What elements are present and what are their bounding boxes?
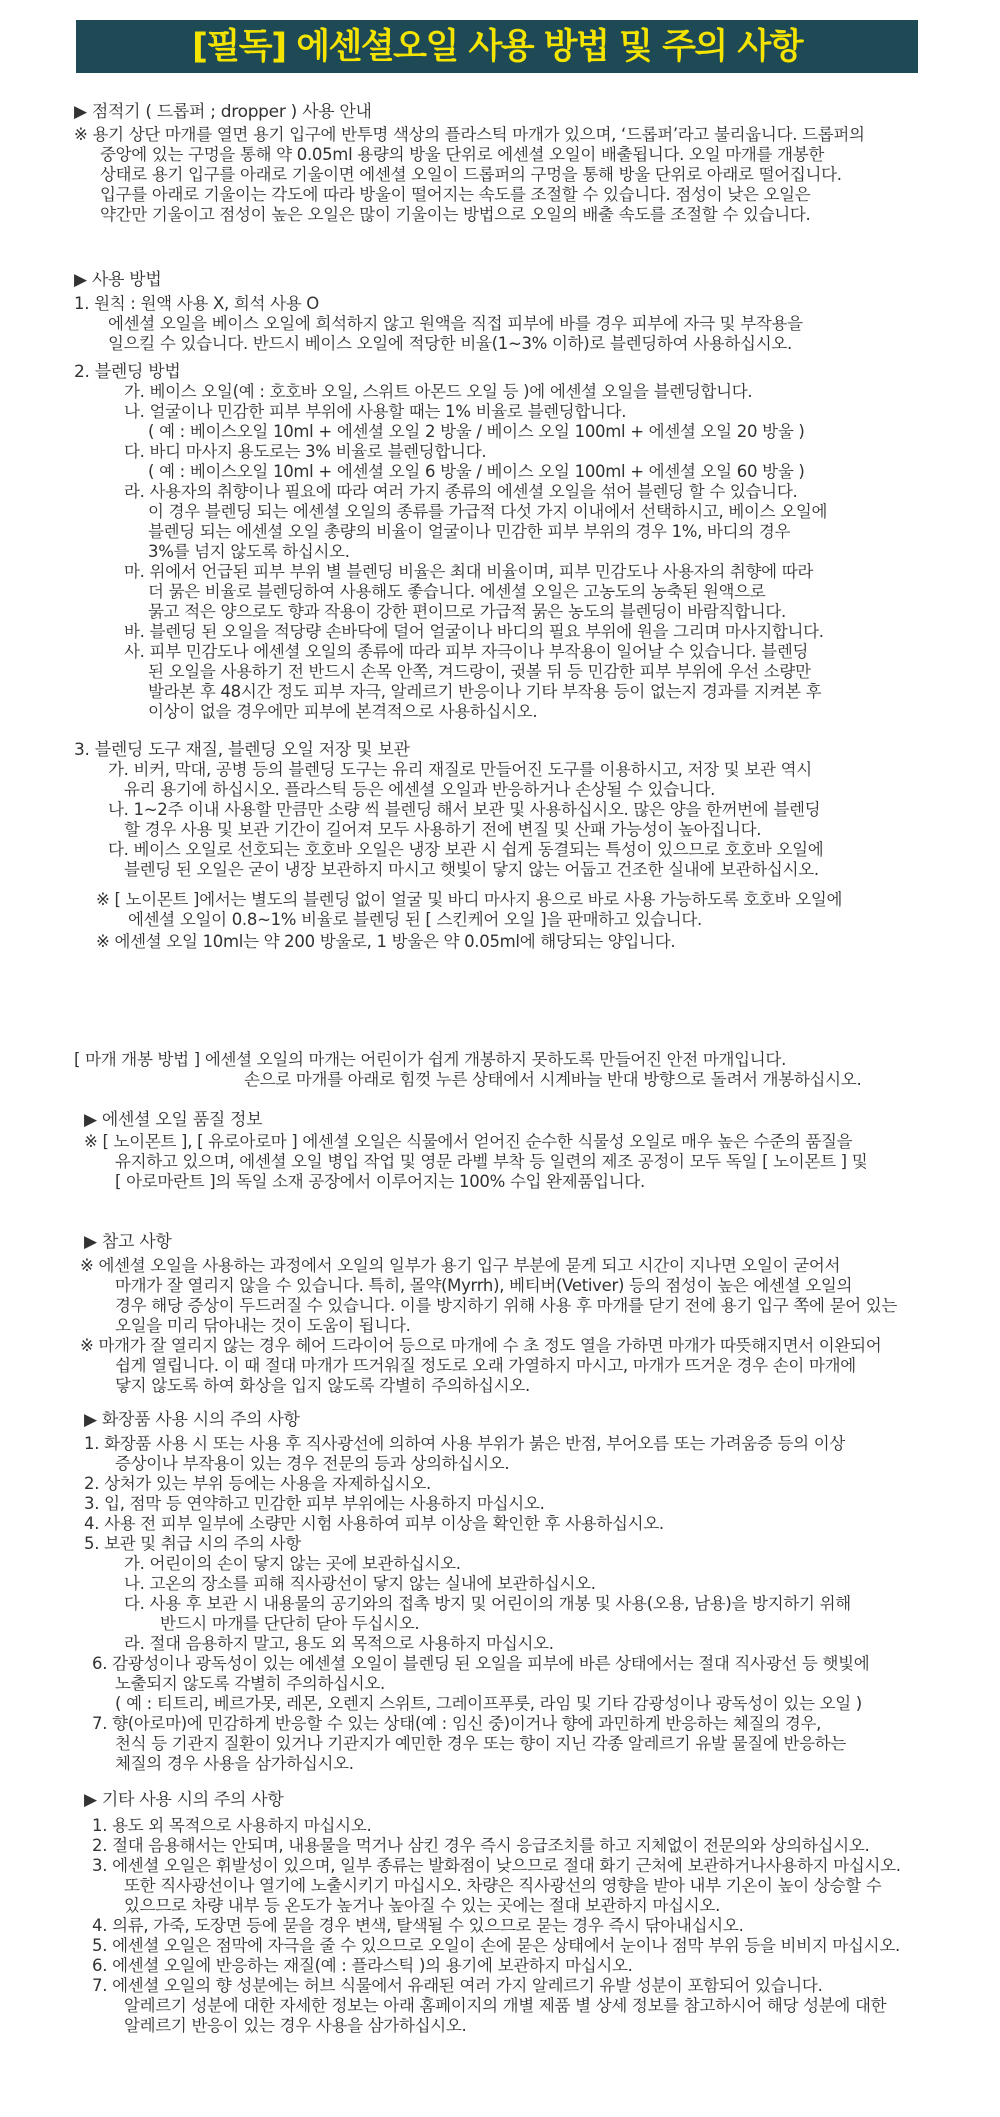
text-line: 1. 원칙 : 원액 사용 X, 희석 사용 O <box>74 294 319 313</box>
text-line: 일으킬 수 있습니다. 반드시 베이스 오일에 적당한 비율(1~3% 이하)로 블렌딩하여 사용하십시오. <box>108 334 792 353</box>
text-line: 6. 감광성이나 광독성이 있는 에센셜 오일이 블렌딩 된 오일을 피부에 바른 상태에서는 절대 직사광선 등 햇빛에 <box>92 1654 870 1673</box>
text-line: 블렌딩 되는 에센셜 오일 총량의 비율이 얼굴이나 민감한 피부 부위의 경우 1%, 바디의 경우 <box>148 522 791 541</box>
text-line: 라. 사용자의 취향이나 필요에 따라 여러 가지 종류의 에센셜 오일을 섞어 블렌딩 할 수 있습니다. <box>124 482 798 501</box>
text-line: [ 마개 개봉 방법 ] 에센셜 오일의 마개는 어린이가 쉽게 개봉하지 못하도록 만들어진 안전 마개입니다. <box>74 1050 787 1069</box>
text-line: 3. 입, 점막 등 연약하고 민감한 피부 부위에는 사용하지 마십시오. <box>84 1494 545 1513</box>
text-line: 증상이나 부작용이 있는 경우 전문의 등과 상의하십시오. <box>115 1454 510 1473</box>
text-line: 더 묽은 비율로 블렌딩하여 사용해도 좋습니다. 에센셜 오일은 고농도의 농축된 원액으로 <box>148 582 766 601</box>
text-line: 쉽게 열립니다. 이 때 절대 마개가 뜨거워질 정도로 오래 가열하지 마시고, 마개가 뜨거운 경우 손이 마개에 <box>115 1356 856 1375</box>
text-line: 다. 바디 마사지 용도로는 3% 비율로 블렌딩합니다. <box>124 442 487 461</box>
text-line: 손으로 마개를 아래로 힘껏 누른 상태에서 시계바늘 반대 방향으로 돌려서 개봉하십시오. <box>244 1070 862 1089</box>
text-line: 7. 향(아로마)에 민감하게 반응할 수 있는 상태(예 : 임신 중)이거나 향에 과민하게 반응하는 체질의 경우, <box>92 1714 822 1733</box>
text-line: ( 예 : 베이스오일 10ml + 에센셜 오일 6 방울 / 베이스 오일 100ml + 에센셜 오일 60 방울 ) <box>148 462 805 481</box>
text-line: 5. 에센셜 오일은 점막에 자극을 줄 수 있으므로 오일이 손에 묻은 상태에서 눈이나 점막 부위 등을 비비지 마십시오. <box>92 1936 900 1955</box>
section-heading: 2. 블렌딩 방법 <box>74 362 181 382</box>
text-line: 바. 블렌딩 된 오일을 적당량 손바닥에 덜어 얼굴이나 바디의 필요 부위에 원을 그리며 마사지합니다. <box>124 622 824 641</box>
text-line: 오일을 미리 닦아내는 것이 도움이 됩니다. <box>115 1316 411 1335</box>
text-line: 마. 위에서 언급된 피부 부위 별 블렌딩 비율은 최대 비율이며, 피부 민감도나 사용자의 취향에 따라 <box>124 562 814 581</box>
text-line: 다. 베이스 오일로 선호되는 호호바 오일은 냉장 보관 시 쉽게 동결되는 특성이 있으므로 호호바 오일에 <box>108 840 824 859</box>
text-line: 가. 베이스 오일(예 : 호호바 오일, 스위트 아몬드 오일 등 )에 에센셜 오일을 블렌딩합니다. <box>124 382 753 401</box>
section-heading: ▶ 화장품 사용 시의 주의 사항 <box>84 1410 300 1430</box>
section-heading: ▶ 참고 사항 <box>84 1232 172 1252</box>
section-heading: ▶ 에센셜 오일 품질 정보 <box>84 1110 263 1130</box>
text-line: 나. 고온의 장소를 피해 직사광선이 닿지 않는 실내에 보관하십시오. <box>124 1574 596 1593</box>
text-line: 닿지 않도록 하여 화상을 입지 않도록 각별히 주의하십시오. <box>115 1376 530 1395</box>
text-line: 경우 해당 증상이 두드러질 수 있습니다. 이를 방지하기 위해 사용 후 마개를 닫기 전에 용기 입구 쪽에 묻어 있는 <box>115 1296 898 1315</box>
text-line: 나. 얼굴이나 민감한 피부 부위에 사용할 때는 1% 비율로 블렌딩합니다. <box>124 402 627 421</box>
text-line: 나. 1~2주 이내 사용할 만큼만 소량 씩 블렌딩 해서 보관 및 사용하십시오. 많은 양을 한꺼번에 블렌딩 <box>108 800 821 819</box>
text-line: 가. 어린이의 손이 닿지 않는 곳에 보관하십시오. <box>124 1554 461 1573</box>
text-line: ※ 용기 상단 마개를 열면 용기 입구에 반투명 색상의 플라스틱 마개가 있으며, ‘드롭퍼’라고 불리웁니다. 드롭퍼의 <box>74 125 865 144</box>
text-line: 유지하고 있으며, 에센셜 오일 병입 작업 및 영문 라벨 부착 등 일련의 제조 공정이 모두 독일 [ 노이몬트 ] 및 <box>115 1152 868 1171</box>
text-line: 1. 용도 외 목적으로 사용하지 마십시오. <box>92 1816 372 1835</box>
text-line: 에센셜 오일이 0.8~1% 비율로 블렌딩 된 [ 스킨케어 오일 ]을 판매하고 있습니다. <box>128 910 702 929</box>
text-line: 중앙에 있는 구멍을 통해 약 0.05ml 용량의 방울 단위로 에센셜 오일이 배출됩니다. 오일 마개를 개봉한 <box>100 145 825 164</box>
section-heading: ▶ 기타 사용 시의 주의 사항 <box>84 1790 284 1810</box>
text-line: 노출되지 않도록 각별히 주의하십시오. <box>115 1674 386 1693</box>
text-line: 6. 에센셜 오일에 반응하는 재질(예 : 플라스틱 )의 용기에 보관하지 마십시오. <box>92 1956 633 1975</box>
text-line: ※ 에센셜 오일을 사용하는 과정에서 오일의 일부가 용기 입구 부분에 묻게 되고 시간이 지나면 오일이 굳어서 <box>80 1256 841 1275</box>
title-banner <box>76 20 918 73</box>
text-line: 상태로 용기 입구를 아래로 기울이면 에센셜 오일이 드롭퍼의 구멍을 통해 방울 단위로 아래로 떨어집니다. <box>100 165 842 184</box>
text-line: 7. 에센셜 오일의 향 성분에는 허브 식물에서 유래된 여러 가지 알레르기 유발 성분이 포함되어 있습니다. <box>92 1976 823 1995</box>
text-line: 할 경우 사용 및 보관 기간이 길어져 모두 사용하기 전에 변질 및 산패 가능성이 높아집니다. <box>124 820 762 839</box>
text-line: [ 아로마란트 ]의 독일 소재 공장에서 이루어지는 100% 수입 완제품입니다. <box>115 1172 645 1191</box>
text-line: 있으므로 차량 내부 등 온도가 높거나 높아질 수 있는 곳에는 절대 보관하지 마십시오. <box>124 1896 721 1915</box>
text-line: 라. 절대 음용하지 말고, 용도 외 목적으로 사용하지 마십시오. <box>124 1634 554 1653</box>
text-line: 묽고 적은 양으로도 향과 작용이 강한 편이므로 가급적 묽은 농도의 블렌딩이 바람직합니다. <box>148 602 786 621</box>
section-heading: 3. 블렌딩 도구 재질, 블렌딩 오일 저장 및 보관 <box>74 740 410 760</box>
text-line: 알레르기 성분에 대한 자세한 정보는 아래 홈페이지의 개별 제품 별 상세 정보를 참고하시어 해당 성분에 대한 <box>124 1996 887 2015</box>
text-line: 4. 의류, 가죽, 도장면 등에 묻을 경우 변색, 탈색될 수 있으므로 묻는 경우 즉시 닦아내십시오. <box>92 1916 744 1935</box>
text-line: 3%를 넘지 않도록 하십시오. <box>148 542 350 561</box>
text-line: ※ [ 노이몬트 ], [ 유로아로마 ] 에센셜 오일은 식물에서 얻어진 순수한 식물성 오일로 매우 높은 수준의 품질을 <box>84 1132 853 1151</box>
text-line: ※ 에센셜 오일 10ml는 약 200 방울로, 1 방울은 약 0.05ml에 해당되는 양입니다. <box>96 932 676 951</box>
text-line: ( 예 : 티트리, 베르가못, 레몬, 오렌지 스위트, 그레이프푸룻, 라임 및 기타 감광성이나 광독성이 있는 오일 ) <box>115 1694 862 1713</box>
text-line: 다. 사용 후 보관 시 내용물의 공기와의 접촉 방지 및 어린이의 개봉 및 사용(오용, 남용)을 방지하기 위해 <box>124 1594 851 1613</box>
text-line: 5. 보관 및 취급 시의 주의 사항 <box>84 1534 301 1553</box>
section-heading: ▶ 사용 방법 <box>74 270 162 290</box>
text-line: ※ [ 노이몬트 ]에서는 별도의 블렌딩 없이 얼굴 및 바디 마사지 용으로 바로 사용 가능하도록 호호바 오일에 <box>96 890 843 909</box>
text-line: 이 경우 블렌딩 되는 에센셜 오일의 종류를 가급적 다섯 가지 이내에서 선택하시고, 베이스 오일에 <box>148 502 828 521</box>
text-line: ( 예 : 베이스오일 10ml + 에센셜 오일 2 방울 / 베이스 오일 100ml + 에센셜 오일 20 방울 ) <box>148 422 805 441</box>
text-line: 4. 사용 전 피부 일부에 소량만 시험 사용하여 피부 이상을 확인한 후 사용하십시오. <box>84 1514 664 1533</box>
text-line: 또한 직사광선이나 열기에 노출시키기 마십시오. 차량은 직사광선의 영향을 받아 내부 기온이 높이 상승할 수 <box>124 1876 882 1895</box>
text-line: 3. 에센셜 오일은 휘발성이 있으며, 일부 종류는 발화점이 낮으므로 절대 화기 근처에 보관하거나사용하지 마십시오. <box>92 1856 901 1875</box>
text-line: 약간만 기울이고 점성이 높은 오일은 많이 기울이는 방법으로 오일의 배출 속도를 조절할 수 있습니다. <box>100 205 811 224</box>
text-line: 사. 피부 민감도나 에센셜 오일의 종류에 따라 피부 자극이나 부작용이 일어날 수 있습니다. 블렌딩 <box>124 642 809 661</box>
text-line: 입구를 아래로 기울이는 각도에 따라 방울이 떨어지는 속도를 조절할 수 있습니다. 점성이 낮은 오일은 <box>100 185 811 204</box>
text-line: 체질의 경우 사용을 삼가하십시오. <box>115 1754 354 1773</box>
text-line: 2. 절대 음용해서는 안되며, 내용물을 먹거나 삼킨 경우 즉시 응급조치를 하고 지체없이 전문의와 상의하십시오. <box>92 1836 870 1855</box>
text-line: 유리 용기에 하십시오. 플라스틱 등은 에센셜 오일과 반응하거나 손상될 수 있습니다. <box>124 780 716 799</box>
text-line: 1. 화장품 사용 시 또는 사용 후 직사광선에 의하여 사용 부위가 붉은 반점, 부어오름 또는 가려움증 등의 이상 <box>84 1434 845 1453</box>
text-line: 알레르기 반응이 있는 경우 사용을 삼가하십시오. <box>124 2016 467 2035</box>
page-title: [필독] 에센셜오일 사용 방법 및 주의 사항 <box>191 26 803 67</box>
text-line: 발라본 후 48시간 정도 피부 자극, 알레르기 반응이나 기타 부작용 등이 없는지 경과를 지켜본 후 <box>148 682 822 701</box>
text-line: 마개가 잘 열리지 않을 수 있습니다. 특히, 몰약(Myrrh), 베티버(Vetiver) 등의 점성이 높은 에센셜 오일의 <box>115 1276 853 1295</box>
text-line: 에센셜 오일을 베이스 오일에 희석하지 않고 원액을 직접 피부에 바를 경우 피부에 자극 및 부작용을 <box>108 314 803 333</box>
section-heading: ▶ 점적기 ( 드롭퍼 ; dropper ) 사용 안내 <box>74 102 372 122</box>
text-line: 2. 상처가 있는 부위 등에는 사용을 자제하십시오. <box>84 1474 431 1493</box>
text-line: ※ 마개가 잘 열리지 않는 경우 헤어 드라이어 등으로 마개에 수 초 정도 열을 가하면 마개가 따뜻해지면서 이완되어 <box>80 1336 882 1355</box>
text-line: 가. 비커, 막대, 공병 등의 블렌딩 도구는 유리 재질로 만들어진 도구를 이용하시고, 저장 및 보관 역시 <box>108 760 812 779</box>
text-line: 이상이 없을 경우에만 피부에 본격적으로 사용하십시오. <box>148 702 538 721</box>
text-line: 된 오일을 사용하기 전 반드시 손목 안쪽, 겨드랑이, 귓볼 뒤 등 민감한 피부 부위에 우선 소량만 <box>148 662 811 681</box>
text-line: 천식 등 기관지 질환이 있거나 기관지가 예민한 경우 또는 향이 지닌 각종 알레르기 유발 물질에 반응하는 <box>115 1734 847 1753</box>
text-line: 반드시 마개를 단단히 닫아 두십시오. <box>160 1614 420 1633</box>
text-line: 블렌딩 된 오일은 굳이 냉장 보관하지 마시고 햇빛이 닿지 않는 어둡고 건조한 실내에 보관하십시오. <box>124 860 819 879</box>
